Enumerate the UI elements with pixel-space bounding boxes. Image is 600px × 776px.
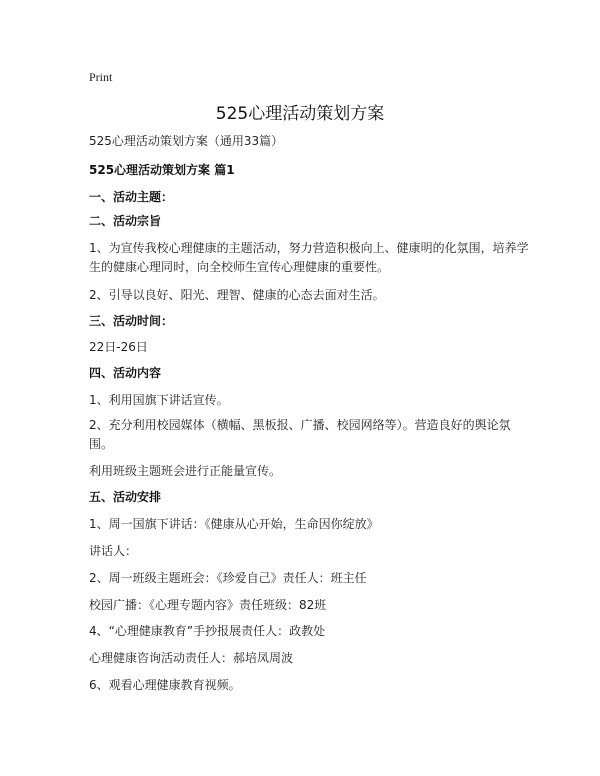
- paragraph-arrange-3: 2、周一班级主题班会：《珍爱自己》责任人：班主任: [89, 571, 367, 585]
- paragraph-purpose-1: 1、为宣传我校心理健康的主题活动，努力营造积极向上、健康明的化氛围，培养学生的健康心理同时，向全校师生宣传心理健康的重要性。: [89, 241, 529, 274]
- paragraph-purpose-2: 2、引导以良好、阳光、理智、健康的心态去面对生活。: [89, 288, 385, 302]
- section-title: 525心理活动策划方案 篇1: [89, 163, 235, 177]
- heading-theme: 一、活动主题：: [89, 190, 174, 204]
- paragraph-arrange-7: 6、观看心理健康教育视频。: [89, 678, 241, 692]
- paragraph-arrange-2: 讲话人：: [89, 544, 138, 558]
- heading-time: 三、活动时间：: [89, 314, 174, 328]
- page-title: 525心理活动策划方案: [215, 104, 385, 124]
- paragraph-content-2: 2、充分利用校园媒体（横幅、黑板报、广播、校园网络等）。营造良好的舆论氛围。: [89, 418, 511, 451]
- print-link[interactable]: Print: [89, 70, 113, 84]
- paragraph-content-3: 利用班级主题班会进行正能量宣传。: [89, 464, 282, 478]
- heading-purpose: 二、活动宗旨: [89, 214, 162, 228]
- paragraph-content-1: 1、利用国旗下讲话宣传。: [89, 393, 229, 407]
- paragraph-arrange-6: 心理健康咨询活动责任人：郝培凤周波: [89, 651, 294, 665]
- heading-content: 四、活动内容: [89, 366, 162, 380]
- heading-arrange: 五、活动安排: [89, 490, 162, 504]
- paragraph-arrange-4: 校园广播：《心理专题内容》责任班级：82班: [89, 598, 327, 612]
- paragraph-arrange-5: 4、“心理健康教育”手抄报展责任人：政教处: [89, 624, 326, 638]
- paragraph-time: 22日-26日: [89, 340, 148, 354]
- document-subtitle: 525心理活动策划方案（通用33篇）: [89, 134, 284, 148]
- paragraph-arrange-1: 1、周一国旗下讲话：《健康从心开始，生命因你绽放》: [89, 517, 379, 531]
